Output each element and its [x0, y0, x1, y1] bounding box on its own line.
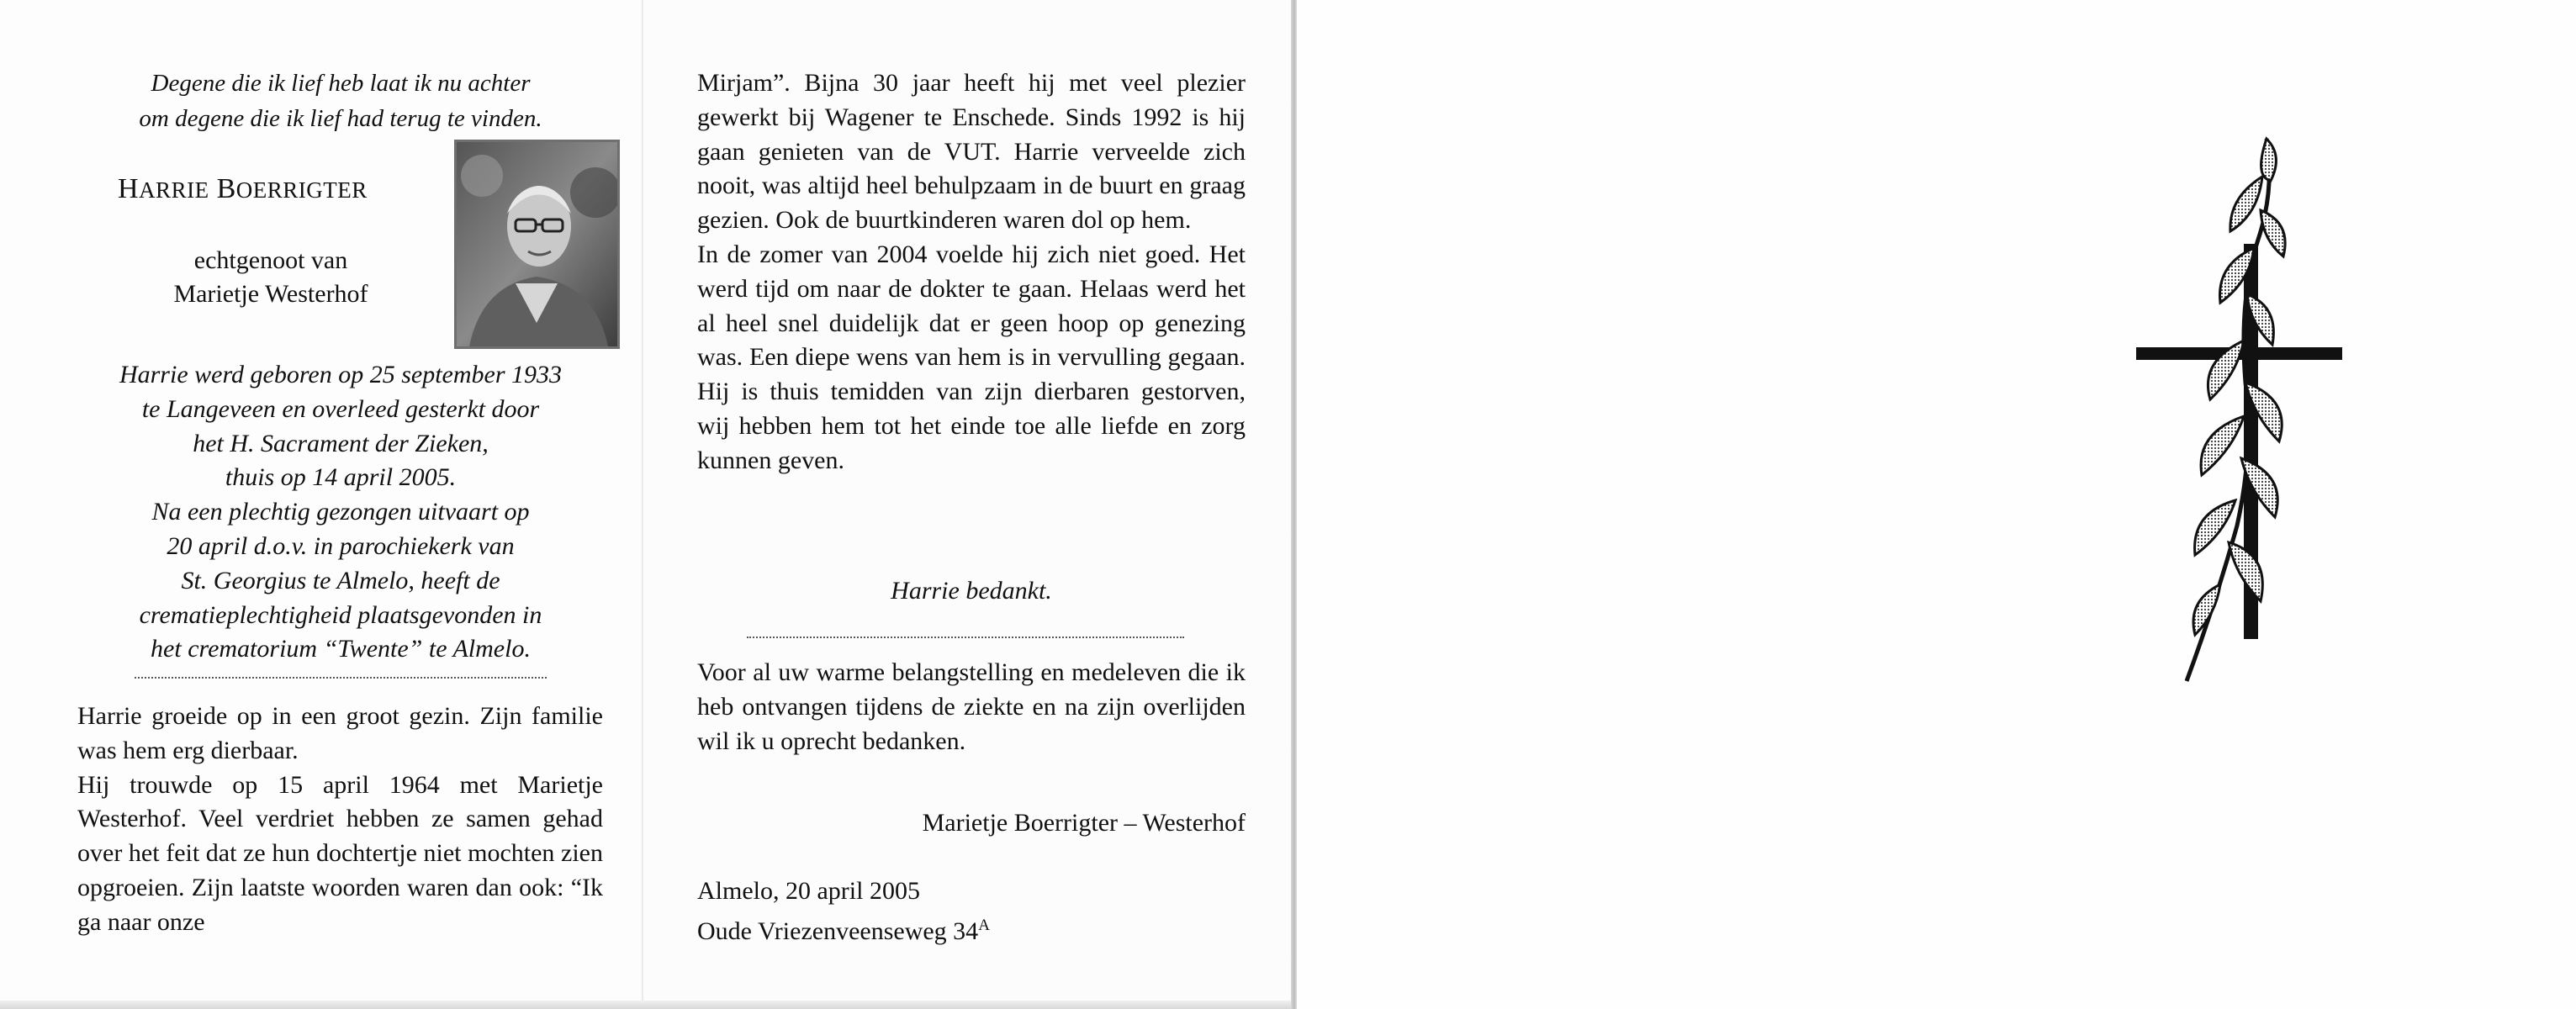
bio-line: te Langeveen en overleed gesterkt door — [141, 394, 540, 423]
dotted-divider — [747, 637, 1184, 638]
biography-summary — [50, 358, 631, 667]
first-name-rendered: HARRIE — [118, 173, 209, 204]
bio-line: Harrie werd geboren op 25 september 1933 — [119, 361, 563, 388]
spouse-name: Marietje Westerhof — [173, 280, 368, 308]
address — [697, 909, 990, 949]
bio-line: het H. Sacrament der Zieken, — [193, 429, 489, 457]
last-name-rendered: BOERRIGTER — [216, 173, 368, 204]
dotted-divider — [135, 677, 547, 679]
spouse-label: echtgenoot van — [193, 246, 348, 274]
life-story-paragraph: Hij trouwde op 15 april 1964 met Marietje Westerhof. Veel verdriet hebben ze samen gehad over het feit dat ze hun dochtertje niet mochten zien opgroeien. Zijn laatste woorden waren dan ook: “Ik ga naar onze — [77, 770, 603, 936]
signature: Marietje Boerrigter – Westerhof — [922, 809, 1246, 837]
motto-line: Degene die ik lief heb laat ik nu achter — [151, 70, 531, 97]
memorial-motto — [101, 66, 580, 136]
thanks-line: Harrie bedankt. — [891, 577, 1052, 605]
card-inner-left-panel — [0, 0, 643, 1009]
bio-line: thuis op 14 april 2005. — [225, 463, 457, 492]
life-story-paragraph: Mirjam”. Bijna 30 jaar heeft hij met veel plezier gewerkt bij Wagener te Enschede. Sinds 1992 is hij gaan genieten van de VUT. Harrie verveelde zich nooit, was altijd heel behulpzaam in de buurt en graag gezien. Ook de buurtkinderen waren dol op hem. — [697, 69, 1246, 235]
place-date: Almelo, 20 april 2005 — [697, 877, 920, 905]
card-bottom-edge — [0, 1001, 1291, 1009]
life-story-paragraph: In de zomer van 2004 voelde hij zich niet goed. Het werd tijd om naar de dokter te gaan. Helaas werd het al heel snel duidelijk dat er geen hoop op genezing was. Een diepe wens van hem is in vervulling gegaan. Hij is thuis temidden van zijn dierbaren gestorven, wij hebben hem tot het einde toe alle liefde en zorg kunnen geven. — [697, 240, 1246, 474]
address-suffix: A — [978, 916, 990, 934]
card-front-cover — [1297, 0, 2576, 1009]
bio-line: St. Georgius te Almelo, heeft de — [181, 566, 500, 594]
acknowledgement-text: Voor al uw warme belangstelling en medeleven die ik heb ontvangen tijdens de ziekte en na zijn overlijden wil ik u oprecht bedanken. — [697, 658, 1246, 755]
cross-with-palm-branch-icon — [2136, 130, 2355, 685]
life-story-part-1 — [77, 700, 603, 940]
bio-line: 20 april d.o.v. in parochiekerk van — [167, 531, 515, 560]
life-story-part-2 — [697, 66, 1246, 478]
portrait-photo-image — [457, 142, 617, 346]
spouse-block — [119, 244, 422, 311]
place-and-address — [697, 874, 990, 949]
motto-line: om degene die ik lief had terug te vinden. — [139, 105, 542, 132]
life-story-paragraph: Harrie groeide op in een groot gezin. Zijn familie was hem erg dierbaar. — [77, 702, 603, 764]
deceased-name — [118, 173, 368, 205]
portrait-photo — [454, 140, 620, 349]
bio-line: Na een plechtig gezongen uitvaart op — [151, 498, 530, 526]
palm-branch-icon — [2187, 139, 2285, 681]
address-street: Oude Vriezenveenseweg 34 — [697, 917, 979, 945]
bio-line: het crematorium “Twente” te Almelo. — [151, 635, 531, 663]
bio-line: crematieplechtigheid plaatsgevonden in — [139, 600, 542, 629]
